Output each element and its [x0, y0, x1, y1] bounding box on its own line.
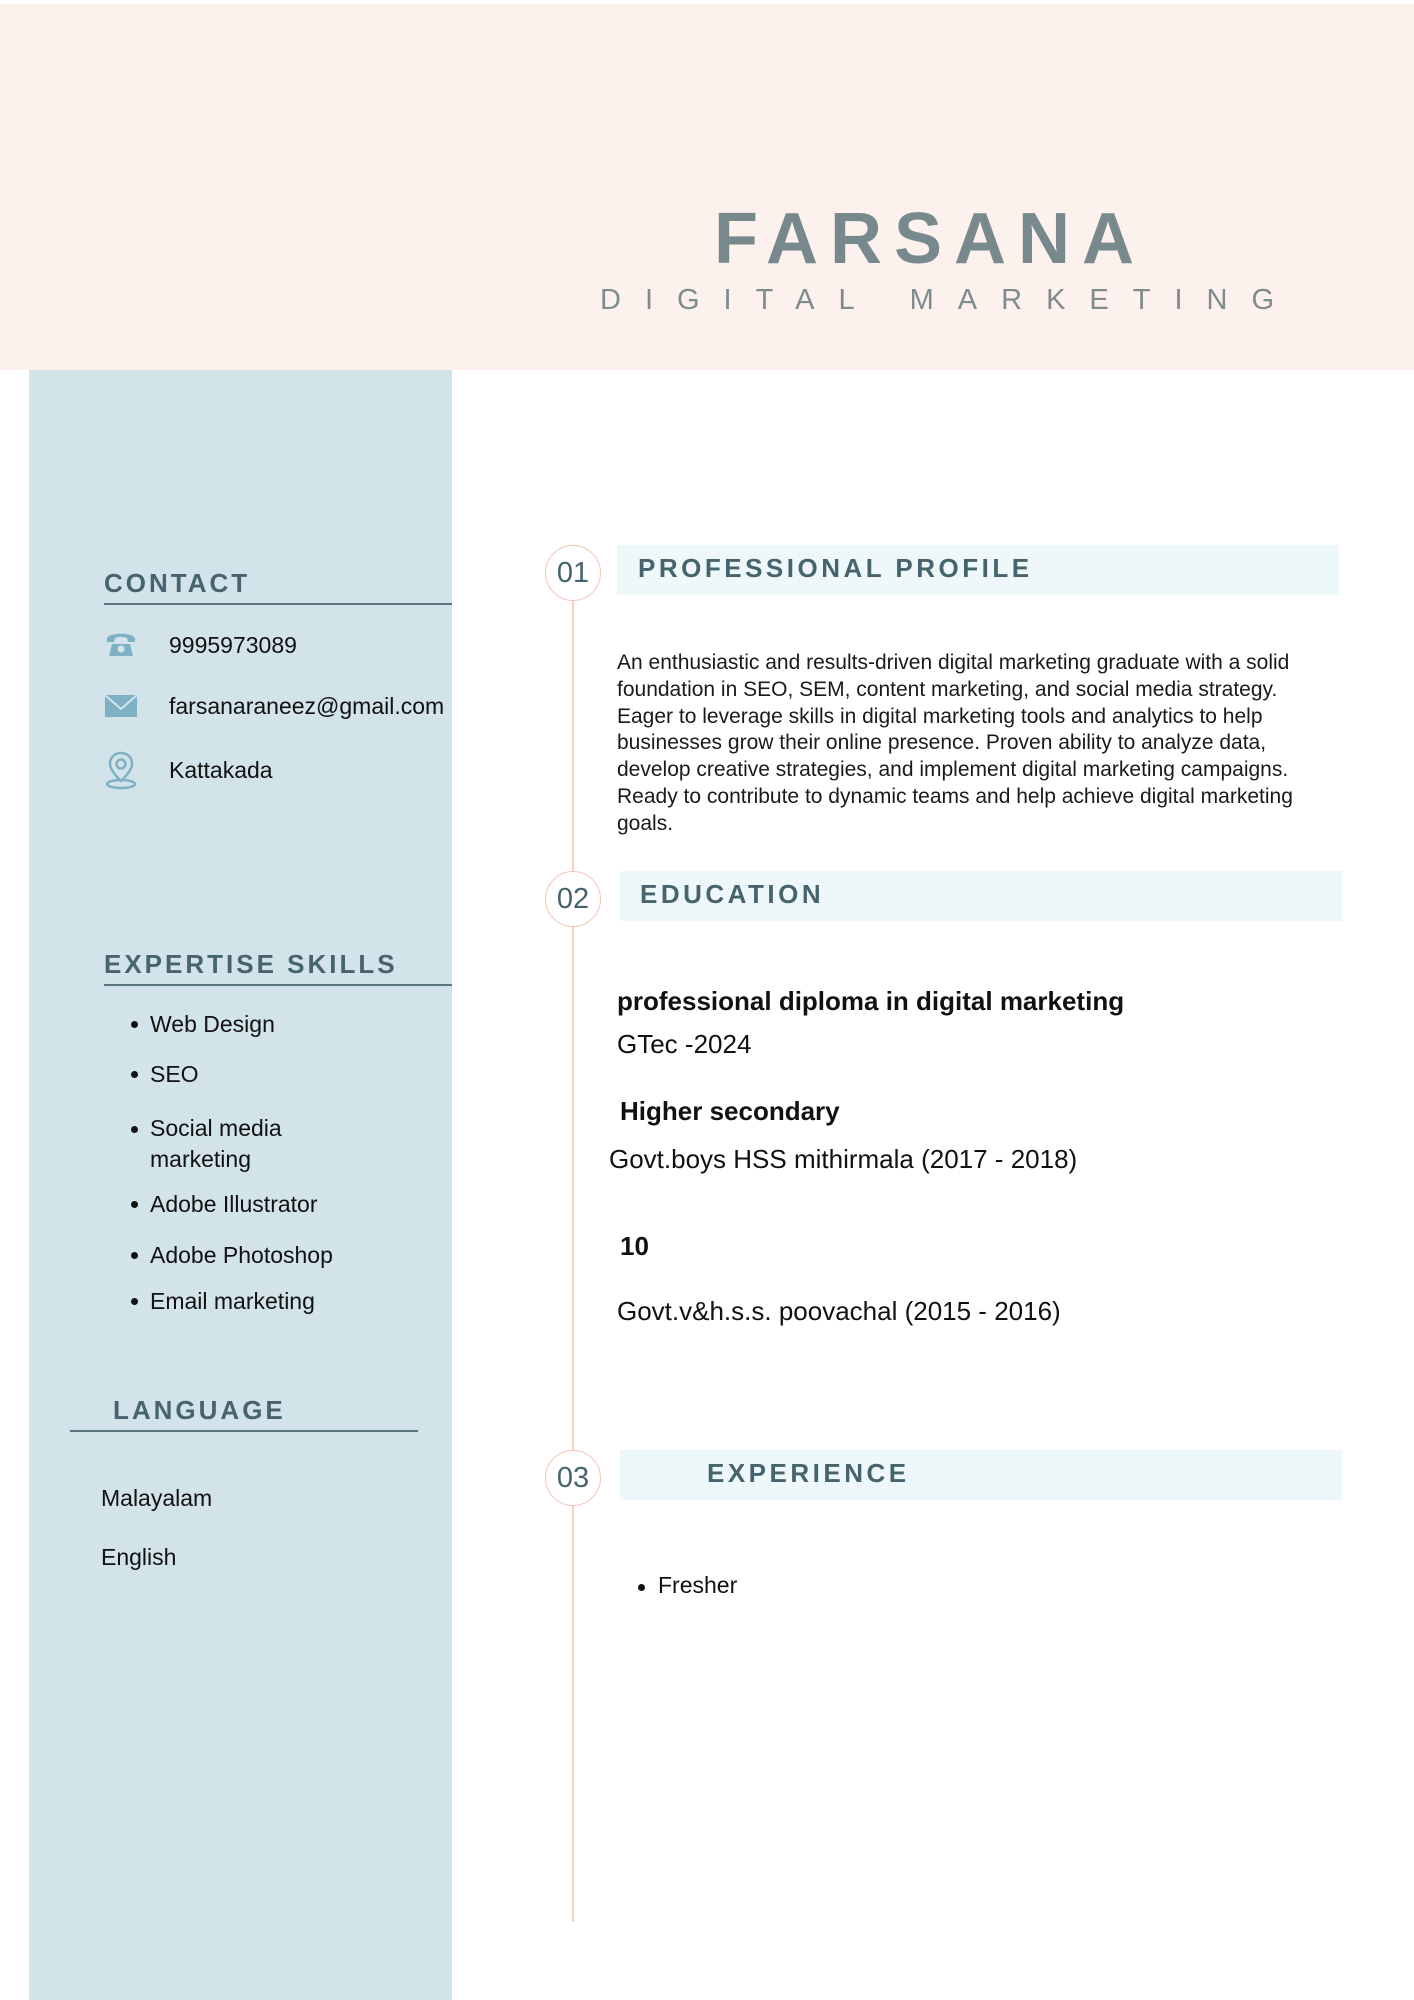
section-number-badge: 03: [545, 1450, 601, 1506]
bullet-icon: [131, 1252, 138, 1259]
bullet-icon: [131, 1201, 138, 1208]
bullet-icon: [131, 1298, 138, 1305]
section-number-badge: 02: [545, 871, 601, 927]
phone-number[interactable]: 9995973089: [169, 632, 297, 658]
education-institution: GTec -2024: [617, 1029, 752, 1059]
skill-item: Web Design: [150, 1011, 275, 1037]
education-degree: professional diploma in digital marketing: [617, 986, 1125, 1016]
skill-item: Social media marketing: [150, 1115, 282, 1172]
contact-heading: CONTACT: [104, 568, 251, 598]
bullet-icon: [131, 1071, 138, 1078]
sidebar: [29, 370, 452, 2000]
skill-item: Adobe Illustrator: [150, 1191, 318, 1217]
section-number-badge: 01: [545, 545, 601, 601]
education-heading: EDUCATION: [640, 879, 825, 909]
skill-item: SEO: [150, 1061, 199, 1087]
experience-heading: EXPERIENCE: [707, 1458, 910, 1488]
skill-item: Email marketing: [150, 1288, 315, 1314]
language-item: English: [101, 1544, 177, 1570]
education-degree: Higher secondary: [620, 1096, 840, 1126]
skills-heading: EXPERTISE SKILLS: [104, 949, 398, 979]
location: Kattakada: [169, 757, 273, 783]
profile-summary: An enthusiastic and results-driven digital marketing graduate with a solid foundation in SEO, SEM, content marketing, and social media strategy. Eager to leverage skills in digital marketing tools and analytics to help businesses grow their online presence. Proven ability to analyze data, develop creative strategies, and implement digital marketing campaigns. Ready to contribute to dynamic teams and help achieve digital marketing goals.: [617, 651, 1293, 835]
experience-item: Fresher: [658, 1572, 738, 1598]
profile-heading: PROFESSIONAL PROFILE: [638, 553, 1033, 583]
education-degree: 10: [620, 1231, 649, 1261]
location-pin-icon: [104, 750, 138, 784]
language-divider: [70, 1430, 418, 1432]
language-item: Malayalam: [101, 1485, 213, 1511]
education-institution: Govt.boys HSS mithirmala (2017 - 2018): [609, 1144, 1078, 1174]
email-address[interactable]: farsanaraneez@gmail.com: [169, 693, 445, 719]
candidate-name: FARSANA: [713, 199, 1146, 279]
education-institution: Govt.v&h.s.s. poovachal (2015 - 2016): [617, 1296, 1061, 1326]
candidate-role: DIGITAL MARKETING: [600, 284, 1299, 316]
bullet-icon: [638, 1584, 645, 1591]
skill-item: Adobe Photoshop: [150, 1242, 333, 1268]
bullet-icon: [131, 1021, 138, 1028]
bullet-icon: [131, 1126, 138, 1133]
phone-icon: [104, 627, 138, 661]
contact-divider: [104, 603, 452, 605]
timeline-line: [572, 572, 574, 1922]
email-icon: [104, 689, 138, 723]
language-heading: LANGUAGE: [113, 1395, 286, 1425]
skills-divider: [104, 984, 452, 986]
